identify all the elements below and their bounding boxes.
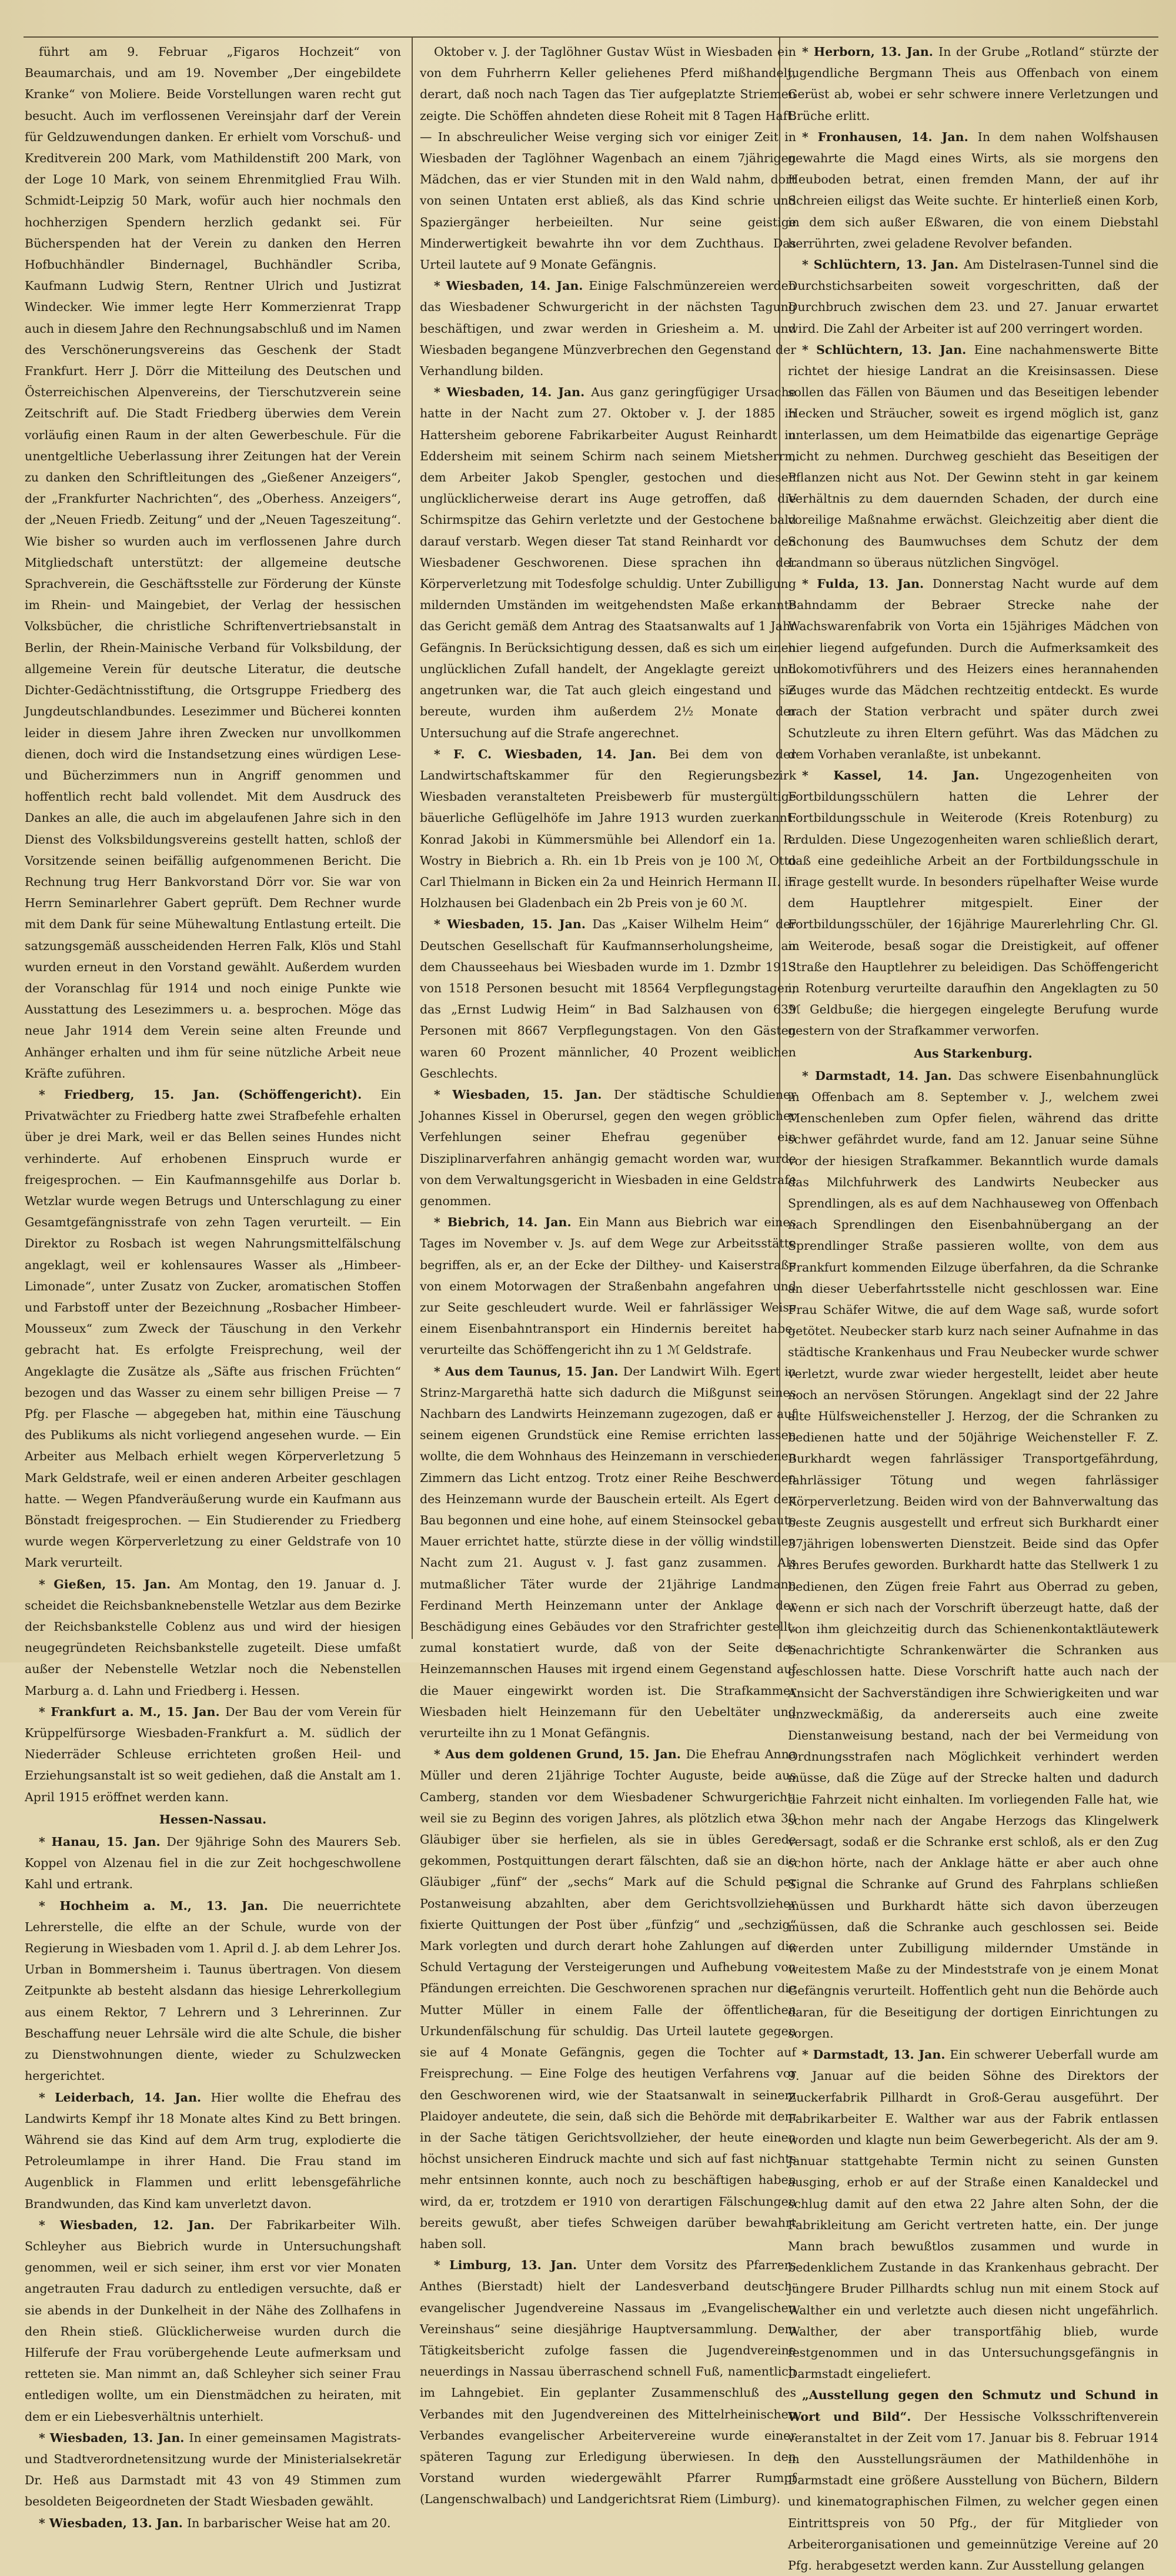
article-wiesbaden-barbarisch: * Wiesbaden, 13. Jan. In barbarischer Weise hat am 20. — [39, 2515, 391, 2530]
article-taunus: * Aus dem Taunus, 15. Jan. Der Landwirt Wilh. Egert in Strinz-Margarethä hatte sich dadurch die Mißgunst seines Nachbarn des Landwirts Heinzemann zugezogen, daß er auf seinem eigenen Grundstück eine Remise errichten lassen wollte, die dem Wohnhaus des Heinzemann in verschiedenen Zimmern das Licht entzog. Trotz einer Reihe Beschwerden des Heinzemann wurde der Bauschein erteilt. Als Egert den Bau begonnen und eine hohe, auf einem Steinsockel gebaute Mauer errichtet hatte, stürzte diese in der völlig windstillen Nacht zum 21. August v. J. fast ganz zusammen. Als mutmaßlicher Täter wurde der 21jährige Landmann Ferdinand Merth Heinzemann unter der Anklage der Beschädigung eines Gebäudes vor den Strafrichter gestellt, zumal konstatiert wurde, daß von der Seite des Heinzemannschen Hauses mit irgend einem Gegenstand auf die Mauer eingewirkt worden ist. Die Strafkammer Wiesbaden hielt Heinzemann für den Uebeltäter und verurteilte ihn zu 1 Monat Gefängnis. — [420, 1364, 796, 1741]
article-hochheim: * Hochheim a. M., 13. Jan. Die neuerrichtete Lehrerstelle, die elfte an der Schule, wurde von der Regierung in Wiesbaden vom 1. April d. J. ab dem Lehrer Jos. Urban in Bommersheim i. Taunus übertragen. Von diesem Zeitpunkte ab besteht alsdann das hiesige Lehrerkollegium aus einem Rektor, 7 Lehrern und 3 Lehrerinnen. Zur Beschaffung neuer Lehrsäle wird die alte Schule, die bisher zu Dienstwohnungen diente, wieder zu Schulzwecken hergerichtet. — [25, 1898, 402, 2083]
column-rule-1 — [412, 36, 413, 1639]
article-wuest-continued: Oktober v. J. der Taglöhner Gustav Wüst in Wiesbaden ein von dem Fuhrherrn Keller geliehenes Pferd mißhandelt, derart, daß noch nach Tagen das Tier aufgeplatzte Striemen zeigte. Die Schöffen ahndeten diese Roheit mit 8 Tagen Haft. — In abschreulicher Weise verging sich vor einiger Zeit in Wiesbaden der Taglöhner Wagenbach an einem 7jährigen Mädchen, das er vier Stunden mit in den Wald nahm, dort von seinen Untaten erst abließ, als das Kind schrie und Spaziergänger herbeieilten. Nur seine geistige Minderwertigkeit bewahrte ihn vor dem Zuchthaus. Das Urteil lautete auf 9 Monate Gefängnis. — [420, 45, 796, 272]
article-wiesbaden-reinhardt: * Wiesbaden, 14. Jan. Aus ganz geringfügiger Ursache hatte in der Nacht zum 27. Oktober v. J. der 1885 in Hattersheim geborene Fabrikarbeiter August Reinhardt in Eddersheim mit seinem Schirm nach seinem Mietsherrn, dem Arbeiter Jakob Spengler, gestochen und diesen unglücklicherweise derart ins Auge getroffen, daß die Schirmspitze das Gehirn verletzte und der Gestochene bald darauf verstarb. Wegen dieser Tat stand Reinhardt vor den Wiesbadener Geschworenen. Diese sprachen ihn der Körperverletzung mit Todesfolge schuldig. Unter Zubilligung mildernden Umständen im weitgehendsten Maße erkannte das Gericht gemäß dem Antrag des Staatsanwalts auf 1 Jahr Gefängnis. In Berücksichtigung dessen, daß es sich um einen unglücklichen Zufall handelt, der Angeklagte gereizt und angetrunken war, die Tat auch gleich eingestand und sie bereute, wurden ihm außerdem 2½ Monate der Untersuchung auf die Strafe angerechnet. — [420, 385, 796, 740]
article-darmstadt-eisenbahnunglueck: * Darmstadt, 14. Jan. Das schwere Eisenbahnunglück in Offenbach am 8. September v. J., welchem zwei Menschenleben zum Opfer fielen, während das dritte schwer gefährdet wurde, fand am 12. Januar seine Sühne vor der hiesigen Strafkammer. Bekanntlich wurde damals das Milchfuhrwerk des Landwirts Neubecker aus Sprendlingen, als es auf dem Nachhauseweg von Offenbach nach Sprendlingen den Eisenbahnübergang an der Sprendlinger Straße passieren wollte, von dem aus Frankfurt kommenden Eilzuge überfahren, da die Schranke an dieser Ueberfahrtsstelle nicht geschlossen war. Eine Frau Schäfer Witwe, die auf dem Wage saß, wurde sofort getötet. Neubecker starb kurz nach seiner Aufnahme in das städtische Krankenhaus und Frau Neubecker wurde schwer verletzt, wurde zwar wieder hergestellt, leidet aber heute noch an nervösen Störungen. Angeklagt sind der 22 Jahre alte Hülfsweichensteller J. Herzog, der die Schranken zu bedienen hatte und der 50jährige Weichensteller F. Z. Burkhardt wegen fahrlässiger Transportgefährdung, fahrlässiger Tötung und wegen fahrlässiger Körperverletzung. Beiden wird von der Bahnverwaltung das beste Zeugnis ausgestellt und erfreut sich Burkhardt einer 37jährigen lobenswerten Dienstzeit. Beide sind das Opfer ihres Berufes geworden. Burkhardt hatte das Stellwerk 1 zu bedienen, den Zügen freie Fahrt aus Oberrad zu geben, wenn er sich nach der Vorschrift überzeugt hatte, daß der von ihm gleichzeitig durch das Schienenkontaktläutewerk benachrichtigte Schrankenwärter die Schranken aus geschlossen hatte. Diese Vorschrift hatte auch nach der Ansicht der Sachverständigen ihre Schwierigkeiten und war unzweckmäßig, da andererseits auch eine zweite Dienstanweisung bestand, nach der bei Vermeidung von Ordnungsstrafen nach Möglichkeit verhindert werden müsse, daß die Züge auf der Strecke halten und dadurch die Fahrzeit nicht einhalten. Im vorliegenden Falle hat, wie schon mehr nach der Angabe Herzogs das Klingelwerk versagt, sodaß er die Schranke erst schloß, als er den Zug schon hörte, nach der Anklage hätte er aber auch ohne Signal die Schranke auf Grund des Fahrplans schließen müssen und Burkhardt hätte sich davon überzeugen müssen, daß die Schranke auch geschlossen sei. Beide werden unter Zubilligung mildernder Umstände in weitestem Maße zu der Mindeststrafe von je einem Monat Gefängnis verurteilt. Hoffentlich geht nun die Behörde auch daran, für die Beseitigung der dortigen Einrichtungen zu sorgen. — [788, 1068, 1158, 2040]
section-heading-starkenburg: Aus Starkenburg. — [914, 1046, 1033, 1060]
article-figaro-continued: führt am 9. Februar „Figaros Hochzeit“ von Beaumarchais, und am 19. November „Der eingebildete Kranke“ von Moliere. Beide Vorstellungen waren recht gut besucht. Auch im verflossenen Vereinsjahr darf der Verein für Geldzuwendungen danken. Er erhielt vom Vorschuß- und Kreditverein 200 Mark, vom Mathildenstift 200 Mark, von der Loge 10 Mark, von seinem Ehrenmitglied Frau Wilh. Schmidt-Leipzig 50 Mark, wofür auch hier nochmals den hochherzigen Spendern herzlich gedankt sei. Für Bücherspenden hat der Verein zu danken den Herren Hofbuchhändler Bindernagel, Buchhändler Scriba, Kaufmann Ludwig Stern, Rentner Ulrich und Justizrat Windecker. Wie immer legte Herr Kommerzienrat Trapp auch in diesem Jahre den Rechnungsabschluß und im Namen des Verschönerungsvereins das Geschenk der Stadt Frankfurt. Herr J. Dörr die Mitteilung des Deutschen und Österreichischen Alpenvereins, der Tierschutzverein seine Zeitschrift auf. Die Stadt Friedberg überwies dem Verein vorläufig einen Raum in der alten Gewerbeschule. Für die unentgeltliche Ueberlassung ihrer Zeitungen hat der Verein zu danken den Schriftleitungen des „Gießener Anzeigers“, der „Frankfurter Nachrichten“, des „Oberhess. Anzeigers“, der „Neuen Friedb. Zeitung“ und der „Neuen Tageszeitung“. Wie bisher so wurden auch im verflossenen Jahre durch Mitgliedschaft unterstützt: der allgemeine deutsche Sprachverein, die Geschäftsstelle zur Förderung der Künste im Rhein- und Maingebiet, der Verlag der hessischen Volksbücher, die christliche Schriftenvertriebsanstalt in Berlin, der Rhein-Mainische Verband für Volksbildung, der allgemeine Verein für deutsche Literatur, die deutsche Dichter-Gedächtnisstiftung, die Ortsgruppe Friedberg des Jungdeutschlandbundes. Lesezimmer und Bücherei konnten leider in diesem Jahre ihren Zwecken nur unvollkommen dienen, doch wird die Instandsetzung eines würdigen Lese- und Bücherzimmers nun in Angriff genommen und hoffentlich recht bald vollendet. Mit dem Ausdruck des Dankes an alle, die auch im abgelaufenen Jahre sich in den Dienst des Volksbildungsvereins gestellt hatten, schloß der Vorsitzende seinen beifällig aufgenommenen Bericht. Die Rechnung trug Herr Bankvorstand Dörr vor. Sie war von Herrn Seminarlehrer Gabert geprüft. Dem Rechner wurde mit dem Dank für seine Mühewaltung Entlastung erteilt. Die satzungsgemäß ausscheidenden Herren Falk, Klös und Stahl wurden erneut in den Vorstand gewählt. Außerdem wurden der Voranschlag für 1914 und noch einige Punkte wie Ausstattung des Lesezimmers u. a. besprochen. Möge das neue Jahr 1914 dem Verein seine alten Freunde und Anhänger erhalten und ihm für seine nützliche Arbeit neue Kräfte zuführen. — [25, 45, 401, 1080]
column-3 — [788, 41, 1158, 2572]
article-fulda: * Fulda, 13. Jan. Donnerstag Nacht wurde auf dem Bahndamm der Bebraer Strecke nahe der Wachswarenfabrik von Vorta ein 15jähriges Mädchen von hier liegend aufgefunden. Durch die Aufmerksamkeit des Lokomotivführers und des Heizers eines herannahenden Zuges wurde das Mädchen rechtzeitig entdeckt. Es wurde nach der Station verbracht und später durch zwei Schutzleute zu ihren Eltern geführt. Was das Mädchen zu dem Vorhaben veranlaßte, ist unbekannt. — [788, 577, 1158, 761]
article-kassel: * Kassel, 14. Jan. Ungezogenheiten von Fortbildungsschülern hatten die Lehrer der Fortbildungsschule in Weiterode (Kreis Rotenburg) zu erdulden. Diese Ungezogenheiten waren schließlich derart, daß eine gedeihliche Arbeit an der Fortbildungsschule in Frage gestellt wurde. In besonders rüpelhafter Weise wurde dem Hauptlehrer mitgespielt. Einer der Fortbildungsschüler, der 16jährige Maurerlehrling Chr. Gl. in Weiterode, besaß sogar die Dreistigkeit, auf offener Straße den Hauptlehrer zu beleidigen. Das Schöffengericht in Rotenburg verurteilte daraufhin den Angeklagten zu 50 ℳ Geldbuße; die hiergegen eingelegte Berufung wurde gestern von der Strafkammer verworfen. — [788, 768, 1158, 1038]
article-wiesbaden-kissel: * Wiesbaden, 15. Jan. Der städtische Schuldiener Johannes Kissel in Oberursel, gegen den wegen gröblicher Verfehlungen seiner Ehefrau gegenüber ein Disziplinarverfahren anhängig gemacht worden war, wurde von dem Verwaltungsgericht in Wiesbaden in eine Geldstrafe genommen. — [420, 1087, 796, 1208]
article-biebrich: * Biebrich, 14. Jan. Ein Mann aus Biebrich war eines Tages im November v. Js. auf dem Wege zur Arbeitsstätte begriffen, als er, an der Ecke der Dilthey- und Kaiserstraße von einem Motorwagen der Straßenbahn angefahren und zur Seite geschleudert wurde. Weil er fahrlässiger Weise einem Eisenbahntransport ein Hindernis bereitet habe, verurteilte das Schöffengericht ihn zu 1 ℳ Geldstrafe. — [420, 1215, 796, 1357]
top-rule — [24, 36, 1158, 38]
article-wiesbaden-kaiser-wilhelm-heim: * Wiesbaden, 15. Jan. Das „Kaiser Wilhelm Heim“ der Deutschen Gesellschaft für Kaufmannserholungsheime, an dem Chausseehaus bei Wiesbaden wurde im 1. Dzmbr 1913 von 1518 Personen besucht mit 18564 Verpflegungstagen; das „Ernst Ludwig Heim“ in Bad Salzhausen von 639 Personen mit 8667 Verpflegungstagen. Von den Gästen waren 60 Prozent männlicher, 40 Prozent weiblichen Geschlechts. — [420, 917, 796, 1080]
article-fc-wiesbaden: * F. C. Wiesbaden, 14. Jan. Bei dem von der Landwirtschaftskammer für den Regierungsbezirk Wiesbaden veranstalteten Preisbewerb für mustergültige bäuerliche Geflügelhöfe im Jahre 1913 wurden zuerkannt: Konrad Jakobi in Kümmersmühle bei Allendorf ein 1a. R. Wostry in Biebrich a. Rh. ein 1b Preis von je 100 ℳ, Otto Carl Thielmann in Bicken ein 2a und Heinrich Hermann II. in Holzhausen bei Gladenbach ein 2b Preis von je 60 ℳ. — [420, 747, 796, 911]
section-heading-hessen-nassau: Hessen-Nassau. — [159, 1812, 267, 1826]
article-frankfurt: * Frankfurt a. M., 15. Jan. Der Bau der vom Verein für Krüppelfürsorge Wiesbaden-Frankfurt a. M. südlich der Niederräder Schleuse errichteten großen Heil- und Erziehungsanstalt ist so weit gediehen, daß die Anstalt am 1. April 1915 eröffnet werden kann. — [25, 1704, 401, 1804]
article-goldener-grund: * Aus dem goldenen Grund, 15. Jan. Die Ehefrau Anna Müller und deren 21jährige Tochter Auguste, beide aus Camberg, standen vor dem Wiesbadener Schwurgericht, weil sie zu Beginn des vorigen Jahres, als plötzlich etwa 30 Gläubiger über sie herfielen, als sie in übles Gerede gekommen, Postquittungen derart fälschten, daß sie an die Gläubiger „fünf“ der „sechs“ Mark auf die Schuld per Postanweisung abzahlten, aber dem Gerichtsvollzieher fixierte Quittungen der Post über „fünfzig“ und „sechzig“ Mark vorlegten und durch derart hohe Zahlungen auf die Schuld Vertagung der Versteigerungen und Aufhebung von Pfändungen erreichten. Die Geschworenen sprachen nur die Mutter Müller in einem Falle der öffentlichen Urkundenfälschung für schuldig. Das Urteil lautete gegen sie auf 4 Monate Gefängnis, gegen die Tochter auf Freisprechung. — Eine Folge des heutigen Verfahrens vor den Geschworenen wird, wie der Staatsanwalt in seinem Plaidoyer andeutete, die sein, daß sich die Behörde mit dem in der Sache tätigen Gerichtsvollzieher, der heute einen höchst unsicheren Eindruck machte und sich auf fast nichts mehr entsinnen konnte, auch noch zu beschäftigen haben wird, da er, trotzdem er 1910 von derartigen Fälschungen bereits gewußt, aber tiefes Schweigen darüber bewahrt haben soll. — [420, 1747, 797, 2251]
column-1 — [25, 41, 402, 2530]
article-hanau: * Hanau, 15. Jan. Der 9jährige Sohn des Maurers Seb. Koppel von Alzenau fiel in die zur Zeit hochgeschwollene Kahl und ertrank. — [25, 1835, 401, 1892]
article-limburg: * Limburg, 13. Jan. Unter dem Vorsitz des Pfarrers Anthes (Bierstadt) hielt der Landesverband deutsch-evangelischer Jugendvereine Nassaus im „Evangelischen Vereinshaus“ seine diesjährige Hauptversammlung. Dem Tätigkeitsbericht zufolge fassen die Jugendvereine neuerdings in Nassau überraschend schnell Fuß, namentlich im Lahngebiet. Ein geplanter Zusammenschluß des Verbandes mit den Jugendvereinen des Mittelrheinischen Verbandes evangelischer Arbeitervereine wurde einer späteren Tagung zur Erledigung überwiesen. In den Vorstand wurden wiedergewählt Pfarrer Rumpf (Langenschwalbach) und Landgerichtsrat Riem (Limburg). — [420, 2258, 796, 2507]
article-schluechtern-tunnel: * Schlüchtern, 13. Jan. Am Distelrasen-Tunnel sind die Durchstichsarbeiten soweit vorgeschritten, daß der Durchbruch zwischen dem 23. und 27. Januar erwartet wird. Die Zahl der Arbeiter ist auf 200 verringert worden. — [788, 257, 1158, 336]
article-friedberg: * Friedberg, 15. Jan. (Schöffengericht). Ein Privatwächter zu Friedberg hatte zwei Strafbefehle erhalten über je drei Mark, weil er das Bellen seines Hundes nicht verhinderte. Auf erhobenen Einspruch wurde er freigesprochen. — Ein Kaufmannsgehilfe aus Dorlar b. Wetzlar wurde wegen Betrugs und Unterschlagung zu einer Gesamtgefängnisstrafe von zehn Tagen verurteilt. — Ein Direktor zu Rosbach ist wegen Nahrungsmittelfälschung angeklagt, weil er kohlensaures Wasser als „Himbeer-Limonade“, unter Zusatz von Zucker, aromatischen Stoffen und Farbstoff unter der Bezeichnung „Rosbacher Himbeer-Mousseux“ zum Zweck der Täuschung in den Verkehr gebracht hat. Es erfolgte Freisprechung, weil der Angeklagte die Zusätze als „Säfte aus frischen Früchten“ bezogen und das Wasser zu einem sehr billigen Preise — 7 Pfg. per Flasche — abgegeben hat, mithin eine Täuschung des Publikums als nicht vorliegend angesehen wurde. — Ein Arbeiter aus Melbach erhielt wegen Körperverletzung 5 Mark Geldstrafe, weil er einen anderen Arbeiter geschlagen hatte. — Wegen Pfandveräußerung wurde ein Kaufmann aus Bönstadt freigesprochen. — Ein Studierender zu Friedberg wurde wegen Körperverletzung zu einer Geldstrafe von 10 Mark verurteilt. — [25, 1087, 401, 1570]
article-wiesbaden-falschmuenzer: * Wiesbaden, 14. Jan. Einige Falschmünzereien werden das Wiesbadener Schwurgericht in der nächsten Tagung beschäftigen, und zwar werden in Griesheim a. M. und Wiesbaden begangene Münzverbrechen den Gegenstand der Verhandlung bilden. — [420, 279, 796, 379]
article-wiesbaden-magistrat: * Wiesbaden, 13. Jan. In einer gemeinsamen Magistrats- und Stadtverordnetensitzung wurde der Ministerialsekretär Dr. Heß aus Darmstadt mit 43 von 49 Stimmen zum besoldeten Beigeordneten der Stadt Wiesbaden gewählt. — [25, 2430, 401, 2509]
column-2 — [420, 41, 797, 2507]
article-wiesbaden-schleyher: * Wiesbaden, 12. Jan. Der Fabrikarbeiter Wilh. Schleyher aus Biebrich wurde in Untersuchungshaft genommen, weil er sich seiner, ihm erst vor vier Monaten angetrauten Frau dadurch zu entledigen versuchte, daß er sie abends in der Dunkelheit in der Nähe des Zollhafens in den Rhein stieß. Glücklicherweise wurden durch die Hilferufe der Frau vorübergehende Leute aufmerksam und retteten sie. Man nimmt an, daß Schleyher sich seiner Frau entledigen wollte, um ein Dienstmädchen zu heiraten, mit dem er ein Liebesverhältnis unterhielt. — [25, 2217, 401, 2424]
article-schluechtern-bitte: * Schlüchtern, 13. Jan. Eine nachahmenswerte Bitte richtet der hiesige Landrat an die Kreisinsassen. Diese sollen das Fällen von Bäumen und das Beseitigen lebender Hecken und Sträucher, soweit es irgend möglich ist, ganz unterlassen, um dem Heimatbilde das eigenartige Gepräge nicht zu nehmen. Durchweg geschieht das Beseitigen der Pflanzen nicht aus Not. Der Gewinn steht in gar keinem Verhältnis zu dem dauernden Schaden, der durch eine voreilige Maßnahme erwächst. Gleichzeitig aber dient die Schonung des Baumwuchses dem Schutz der dem Landmann so überaus nützlichen Singvögel. — [788, 342, 1158, 570]
article-giessen: * Gießen, 15. Jan. Am Montag, den 19. Januar d. J. scheidet die Reichsbanknebenstelle Wetzlar aus dem Bezirke der Reichsbankstelle Coblenz aus und wird der hiesigen neugegründeten Reichsbankstelle zugeteilt. Diese umfaßt außer der Nebenstelle Wetzlar noch die Nebenstellen Marburg a. d. Lahn und Friedberg i. Hessen. — [25, 1577, 401, 1698]
article-fronhausen: * Fronhausen, 14. Jan. In dem nahen Wolfshausen gewahrte die Magd eines Wirts, als sie morgens den Heuboden betrat, einen fremden Mann, der auf ihr Schreien eiligst das Weite suchte. Er hinterließ einen Korb, in dem sich außer Eßwaren, die von einem Diebstahl herrührten, zwei geladene Revolver befanden. — [788, 129, 1158, 250]
article-herborn: * Herborn, 13. Jan. In der Grube „Rotland“ stürzte der jugendliche Bergmann Theis aus Offenbach von einem Gerüst ab, wobei er sehr schwere innere Verletzungen und Brüche erlitt. — [788, 45, 1158, 123]
article-leiderbach: * Leiderbach, 14. Jan. Hier wollte die Ehefrau des Landwirts Kempf ihr 18 Monate altes Kind zu Bett bringen. Während sie das Kind auf dem Arm trug, explodierte die Petroleumlampe in ihrer Hand. Die Frau stand im Augenblick in Flammen und erlitt lebensgefährliche Brandwunden, das Kind kam unverletzt davon. — [25, 2090, 401, 2211]
article-darmstadt-ueberfall: * Darmstadt, 13. Jan. Ein schwerer Ueberfall wurde am 9. Januar auf die beiden Söhne des Direktors der Zuckerfabrik Pillhardt in Groß-Gerau ausgeführt. Der Fabrikarbeiter E. Walther war aus der Fabrik entlassen worden und klagte nun beim Gewerbegericht. Als der am 9. Januar stattgehabte Termin nicht zu seinen Gunsten ausging, erhob er auf der Straße einen Kanaldeckel und schlug damit auf den etwa 22 Jahre alten Sohn, der die Fabrikleitung am Gericht vertreten hatte, ein. Der junge Mann brach bewußtlos zusammen und wurde in bedenklichem Zustande in das Krankenhaus gebracht. Der jüngere Bruder Pillhardts schlug nun mit einem Stock auf Walther ein und verletzte auch diesen nicht ungefährlich. Walther, der aber transportfähig blieb, wurde festgenommen und in das Untersuchungsgefängnis in Darmstadt eingeliefert. — [788, 2048, 1158, 2381]
article-ausstellung-schmutz: „Ausstellung gegen den Schmutz und Schund in Wort und Bild“. Der Hessische Volksschriftenverein veranstaltet in der Zeit vom 17. Januar bis 8. Februar 1914 in den Ausstellungsräumen der Mathildenhöhe in Darmstadt eine größere Ausstellung von Büchern, Bildern und kinematographischen Filmen, zu welcher gegen einen Eintrittspreis von 50 Pfg., der für Mitglieder von Arbeiterorganisationen und gemeinnützige Vereine auf 20 Pfg. herabgesetzt werden kann. Zur Ausstellung gelangen — [788, 2388, 1158, 2572]
